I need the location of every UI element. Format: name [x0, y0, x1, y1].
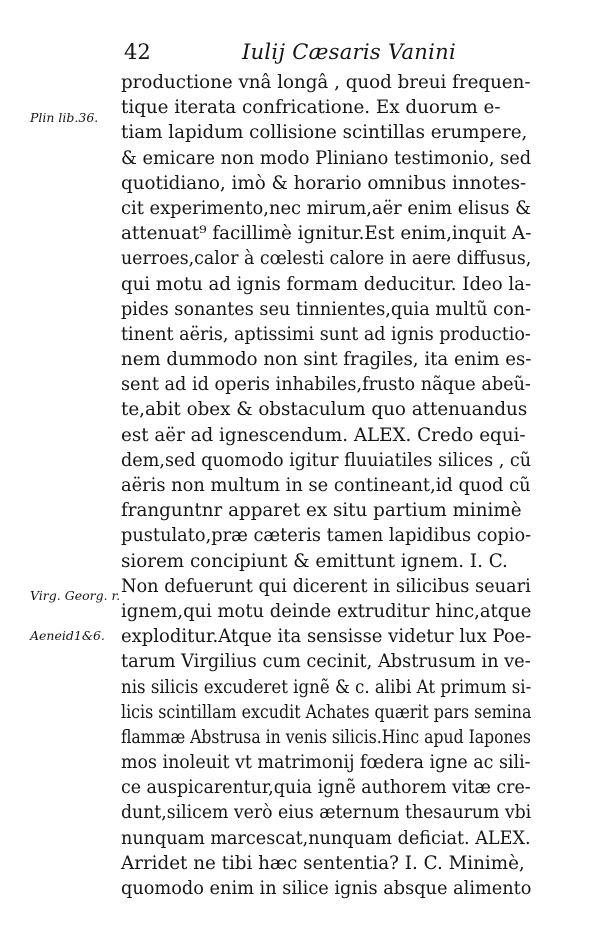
- text-line: & emicare non modo Pliniano testimonio, sed: [121, 147, 532, 169]
- text-line: aëris non multum in se contineant,id quod cũ: [121, 475, 531, 496]
- text-line: productione vnâ longâ , quod breui frequen-: [121, 72, 531, 93]
- text-line: exploditur.Atque ita sensisse videtur lux Poe-: [121, 626, 532, 648]
- text-line: tinent aëris, aptissimi sunt ad ignis productio-: [121, 323, 531, 345]
- text-line: cit experimento,nec mirum,aër enim elisus &: [121, 197, 532, 219]
- text-line: qui motu ad ignis formam deducitur. Ideo la-: [121, 273, 532, 295]
- text-line: nem dummodo non sint fragiles, ita enim es-: [121, 349, 532, 371]
- text-line: tarum Virgilius cum cecinit, Abstrusum in ve-: [121, 651, 531, 673]
- text-line: pustulato,præ cæteris tamen lapidibus copio-: [121, 525, 532, 547]
- text-line: tique iterata confricatione. Ex duorum e-: [121, 97, 501, 119]
- text-line: uerroes,calor à cœlesti calore in aere diffusus,: [121, 248, 532, 270]
- text-line: franguntnr apparet ex situ partium minimè: [121, 500, 522, 522]
- text-line: Arridet ne tibi hæc sententia? I. C. Minimè,: [121, 852, 525, 874]
- margin-note-georgics: Virg. Georg. r.: [30, 588, 121, 603]
- text-line: nunquam marcescat,nunquam deficiat. ALEX.: [121, 827, 531, 849]
- text-line: flammæ Abstrusa in venis silicis.Hinc apud Iapones: [121, 726, 531, 748]
- text-line: Non defuerunt qui dicerent in silicibus seuari: [121, 575, 531, 597]
- text-line: licis scintillam excudit Achates quærit pars semina: [121, 701, 532, 723]
- text-line: mos inoleuit vt matrimonij fœdera igne ac sili-: [121, 752, 531, 774]
- text-line: pides sonantes seu tinnientes,quia multũ con-: [121, 298, 531, 320]
- text-line: ce auspicarentur,quia ignẽ authorem vitæ cre-: [121, 777, 531, 799]
- text-line: nis silicis excuderet ignẽ & c. alibi At primum si-: [121, 676, 532, 698]
- text-line: dem,sed quomodo igitur fluuiatiles silices , cũ: [121, 449, 532, 471]
- text-line: ignem,qui motu deinde extruditur hinc,atque: [121, 600, 532, 622]
- text-line: dunt,silicem verò eius æternum thesaurum vbi: [121, 802, 532, 824]
- text-line: tiam lapidum collisione scintillas erumpere,: [121, 122, 528, 144]
- page-number: 42: [124, 40, 151, 64]
- margin-note-aeneid: Aeneid1&6.: [30, 628, 105, 643]
- text-line: quomodo enim in silice ignis absque alimento: [121, 878, 532, 899]
- text-line: te,abit obex & obstaculum quo attenuandus: [121, 399, 528, 421]
- text-line: est aër ad ignescendum. ALEX. Credo equi-: [121, 424, 526, 446]
- text-line: sent ad id operis inhabiles,frusto nãque abeũ-: [121, 374, 531, 396]
- text-line: quotidiano, imò & horario omnibus innotes-: [121, 172, 527, 194]
- running-title: Iulij Cæsaris Vanini: [242, 40, 456, 64]
- body-text: [121, 70, 531, 901]
- text-line: attenuat⁹ facillimè ignitur.Est enim,inquit A-: [121, 223, 532, 245]
- margin-note-pliny: Plin lib.36.: [30, 110, 99, 125]
- text-line: siorem concipiunt & emittunt ignem. I. C.: [121, 550, 508, 572]
